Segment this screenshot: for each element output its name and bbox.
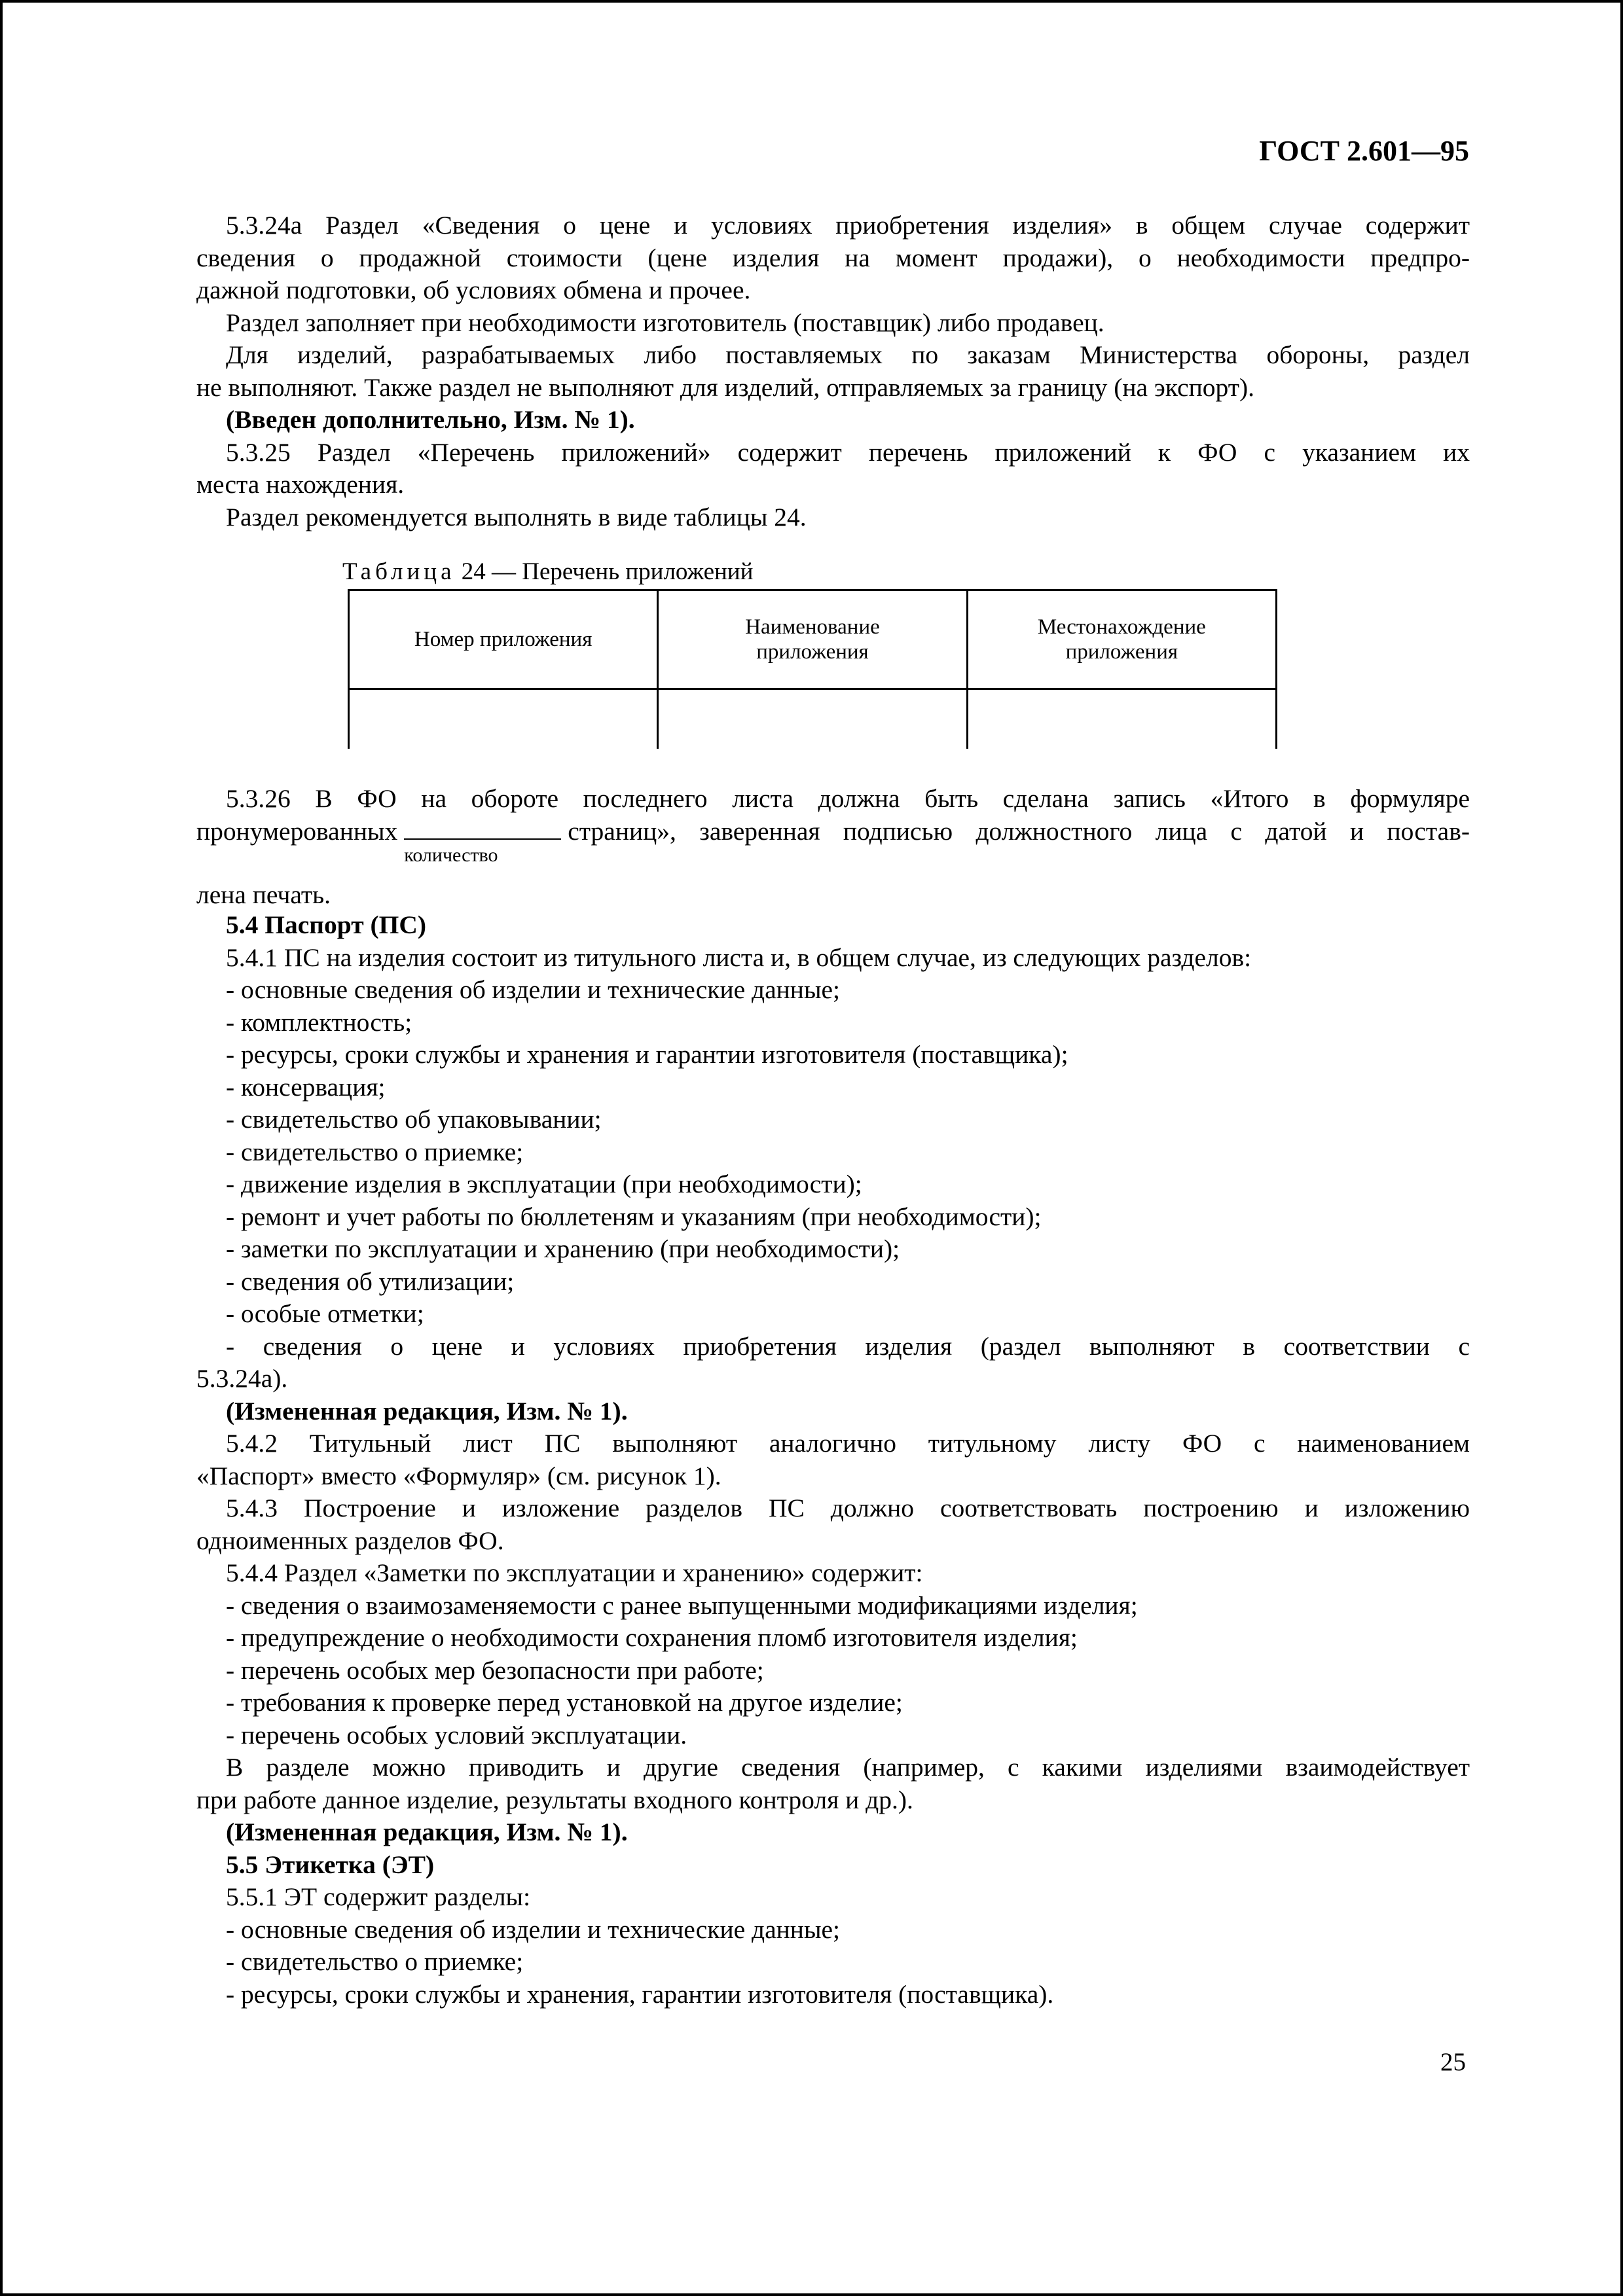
quantity-blank-label: количество [404, 844, 498, 866]
list-item: - основные сведения об изделии и технические данные; [226, 975, 840, 1004]
paragraph-ministry-line: не выполняют. Также раздел не выполняют для изделий, отправляемых за границу (на экспорт). [196, 372, 1255, 402]
paragraph-5-4-3-line: одноименных разделов ФО. [196, 1526, 504, 1555]
list-item: - требования к проверке перед установкой на другое изделие; [226, 1688, 903, 1717]
list-item: - свидетельство об упаковывании; [226, 1105, 602, 1134]
paragraph-5-4-4: 5.4.4 Раздел «Заметки по эксплуатации и хранению» содержит: [226, 1558, 923, 1587]
paragraph-ministry-line: Для изделий, разрабатываемых либо поставляемых по заказам Министерства обороны, раздел [226, 340, 1470, 369]
paragraph-5-3-24a-line: 5.3.24а Раздел «Сведения о цене и условиях приобретения изделия» в общем случае содержит [226, 211, 1470, 240]
paragraph-other-line: В разделе можно приводить и другие сведения (например, с какими изделиями взаимодействует [226, 1753, 1470, 1782]
amendment-note: (Измененная редакция, Изм. № 1). [226, 1818, 628, 1846]
table-cell [658, 689, 967, 749]
blank-after-text: страниц», заверенная подписью должностного лица с датой и постав- [568, 816, 1470, 846]
column-header-number: Номер приложения [349, 590, 658, 689]
paragraph-5-3-25-line: 5.3.25 Раздел «Перечень приложений» содержит перечень приложений к ФО с указанием их [226, 437, 1470, 467]
column-header-location: Местонахождение приложения [967, 590, 1276, 689]
paragraph-5-3-24a-line: дажной подготовки, об условиях обмена и прочее. [196, 276, 751, 304]
paragraph-5-4-2-line: 5.4.2 Титульный лист ПС выполняют аналогично титульному листу ФО с наименованием [226, 1429, 1470, 1458]
list-item: - перечень особых условий эксплуатации. [226, 1720, 687, 1749]
list-item: - движение изделия в эксплуатации (при необходимости); [226, 1170, 862, 1198]
paragraph-table-ref: Раздел рекомендуется выполнять в виде таблицы 24. [226, 502, 807, 531]
section-heading-5-4: 5.4 Паспорт (ПС) [226, 910, 427, 939]
table-caption-title: 24 — Перечень приложений [455, 558, 754, 585]
list-item: - комплектность; [226, 1007, 412, 1037]
quantity-blank [404, 819, 561, 866]
paragraph-fill: Раздел заполняет при необходимости изготовитель (поставщик) либо продавец. [226, 308, 1104, 337]
paragraph-5-3-24a-line: сведения о продажной стоимости (цене изделия на момент продажи), о необходимости предпро- [196, 243, 1470, 272]
section-heading-5-5: 5.5 Этикетка (ЭТ) [226, 1850, 435, 1879]
table-24 [348, 589, 1277, 749]
list-item: - предупреждение о необходимости сохранения пломб изготовителя изделия; [226, 1623, 1078, 1652]
list-item: - консервация; [226, 1072, 386, 1102]
table-caption-prefix: Таблица [342, 558, 456, 585]
document-header: ГОСТ 2.601—95 [1259, 135, 1469, 167]
table-cell [349, 689, 658, 749]
table-cell [967, 689, 1276, 749]
list-item: - свидетельство о приемке; [226, 1137, 524, 1166]
paragraph-5-3-25-line: места нахождения. [196, 470, 405, 499]
table-row [349, 689, 1277, 749]
paragraph-5-3-26-line: лена печать. [196, 880, 331, 909]
paragraph-5-3-26-blank-line [196, 816, 1470, 866]
list-item: - сведения об утилизации; [226, 1266, 515, 1296]
paragraph-5-4-1: 5.4.1 ПС на изделия состоит из титульного листа и, в общем случае, из следующих разделов: [226, 942, 1252, 972]
paragraph-5-5-1: 5.5.1 ЭТ содержит разделы: [226, 1882, 531, 1911]
blank-before-text: пронумерованных [196, 816, 398, 846]
list-item: - заметки по эксплуатации и хранению (при необходимости); [226, 1234, 900, 1263]
paragraph-other-line: при работе данное изделие, результаты входного контроля и др.). [196, 1785, 913, 1814]
list-item: - ресурсы, сроки службы и хранения, гарантии изготовителя (поставщика). [226, 1979, 1054, 2009]
page-number: 25 [1440, 2048, 1466, 2076]
list-item: - сведения о цене и условиях приобретения изделия (раздел выполняют в соответствии с [226, 1331, 1470, 1361]
paragraph-5-3-26-line: 5.3.26 В ФО на обороте последнего листа должна быть сделана запись «Итого в формуляре [226, 784, 1470, 813]
amendment-note: (Измененная редакция, Изм. № 1). [226, 1396, 628, 1426]
list-item: - перечень особых мер безопасности при работе; [226, 1655, 764, 1685]
list-item: - сведения о взаимозаменяемости с ранее выпущенными модификациями изделия; [226, 1590, 1138, 1620]
amendment-note: (Введен дополнительно, Изм. № 1). [226, 405, 635, 434]
list-item: - ремонт и учет работы по бюллетеням и указаниям (при необходимости); [226, 1202, 1042, 1231]
list-item: - особые отметки; [226, 1299, 424, 1328]
list-item: - свидетельство о приемке; [226, 1947, 524, 1976]
table-caption [342, 558, 1470, 586]
document-body [196, 209, 1470, 2011]
list-item: - основные сведения об изделии и технические данные; [226, 1914, 840, 1944]
paragraph-5-4-2-line: «Паспорт» вместо «Формуляр» (см. рисунок 1). [196, 1461, 721, 1490]
list-item: - ресурсы, сроки службы и хранения и гарантии изготовителя (поставщика); [226, 1040, 1068, 1069]
list-item-continuation: 5.3.24а). [196, 1364, 288, 1393]
paragraph-5-4-3-line: 5.4.3 Построение и изложение разделов ПС должно соответствовать построению и изложению [226, 1494, 1470, 1522]
column-header-name: Наименование приложения [658, 590, 967, 689]
table-header-row [349, 590, 1277, 689]
